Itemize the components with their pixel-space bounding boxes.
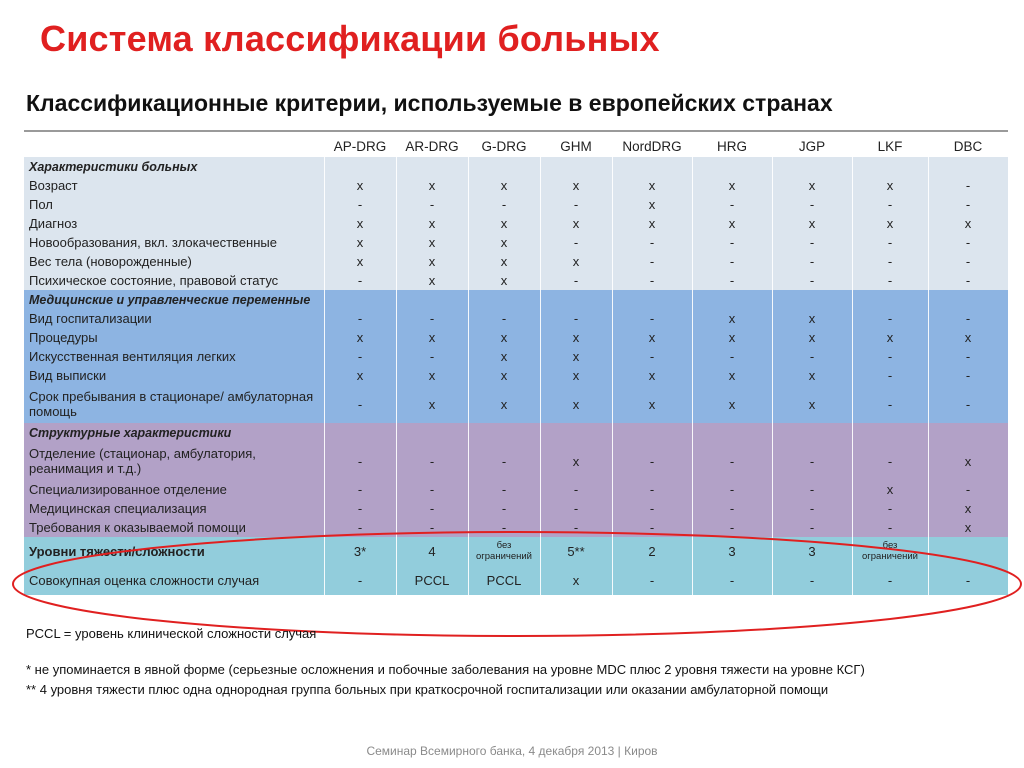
table-cell: - (852, 309, 928, 328)
table-cell: - (692, 499, 772, 518)
table-cell: - (540, 499, 612, 518)
table-cell: x (928, 518, 1008, 537)
table-cell: x (612, 385, 692, 423)
table-cell: без ограничений (468, 537, 540, 565)
table-cell: - (852, 518, 928, 537)
slide-title: Система классификации больных (40, 18, 660, 59)
table-cell: 3 (692, 537, 772, 565)
table-cell: x (772, 214, 852, 233)
table-cell: - (772, 565, 852, 595)
table-cell: - (928, 252, 1008, 271)
table-cell: x (468, 214, 540, 233)
table-cell: - (852, 366, 928, 385)
table-cell: 3* (324, 537, 396, 565)
criterion-label: Процедуры (24, 328, 324, 347)
table-cell: x (324, 328, 396, 347)
table-cell: - (324, 518, 396, 537)
table-cell: - (692, 442, 772, 480)
table-cell: x (772, 385, 852, 423)
table-cell: - (612, 347, 692, 366)
table-cell: - (468, 309, 540, 328)
table-cell: - (324, 347, 396, 366)
table-cell: x (612, 176, 692, 195)
table-cell: x (612, 366, 692, 385)
column-header: GHM (540, 135, 612, 157)
table-cell: x (468, 328, 540, 347)
table-cell: - (772, 499, 852, 518)
column-header: DBC (928, 135, 1008, 157)
table-cell: - (612, 518, 692, 537)
table-cell: - (324, 499, 396, 518)
column-header: NordDRG (612, 135, 692, 157)
table-cell: - (692, 565, 772, 595)
table-cell: - (692, 271, 772, 290)
note-star2: ** 4 уровня тяжести плюс одна однородная группа больных при краткосрочной госпитализации или оказании амбулаторной помощи (26, 682, 829, 697)
table-cell: - (396, 518, 468, 537)
table-cell: - (612, 309, 692, 328)
table-cell: без ограничений (852, 537, 928, 565)
table-cell: - (852, 385, 928, 423)
table-cell: x (772, 366, 852, 385)
table-cell: 5** (540, 537, 612, 565)
criterion-label: Уровни тяжести/сложности (24, 537, 324, 565)
column-header: AP-DRG (324, 135, 396, 157)
column-header: HRG (692, 135, 772, 157)
table-cell: - (852, 499, 928, 518)
table-cell: - (540, 271, 612, 290)
criterion-label: Специализированное отделение (24, 480, 324, 499)
table-cell: x (324, 366, 396, 385)
criterion-label: Отделение (стационар, амбулатория, реанимация и т.д.) (24, 442, 324, 480)
table-cell: - (928, 347, 1008, 366)
table-cell: - (692, 347, 772, 366)
table-cell: - (540, 480, 612, 499)
table-cell: - (772, 518, 852, 537)
column-header: G-DRG (468, 135, 540, 157)
table-cell: 4 (396, 537, 468, 565)
column-header: AR-DRG (396, 135, 468, 157)
table-cell: x (396, 233, 468, 252)
column-header: LKF (852, 135, 928, 157)
footer: Семинар Всемирного банка, 4 декабря 2013 | Киров (366, 744, 658, 758)
table-cell: x (540, 347, 612, 366)
table-cell: x (928, 214, 1008, 233)
table-cell: x (540, 176, 612, 195)
table-cell: - (692, 233, 772, 252)
table-cell: x (468, 347, 540, 366)
table-cell: - (396, 309, 468, 328)
table-cell: - (852, 252, 928, 271)
section-label: Структурные характеристики (24, 423, 324, 442)
table-cell: x (612, 328, 692, 347)
table-cell: - (396, 442, 468, 480)
table-cell: x (324, 214, 396, 233)
table-cell: - (612, 271, 692, 290)
table-cell: - (852, 442, 928, 480)
table-cell: x (396, 252, 468, 271)
table-cell: x (692, 214, 772, 233)
table-cell: - (324, 309, 396, 328)
criterion-label: Возраст (24, 176, 324, 195)
table-cell: - (396, 195, 468, 214)
table-cell: x (928, 442, 1008, 480)
table-cell: - (324, 271, 396, 290)
table-cell: x (468, 271, 540, 290)
table-cell: 2 (612, 537, 692, 565)
table-cell: - (772, 442, 852, 480)
table-cell: x (468, 233, 540, 252)
table-cell: x (772, 176, 852, 195)
criterion-label: Срок пребывания в стационаре/ амбулаторная помощь (24, 385, 324, 423)
table-cell: - (540, 195, 612, 214)
table-cell: - (692, 195, 772, 214)
table-cell: PCCL (396, 565, 468, 595)
table-cell: x (324, 252, 396, 271)
table-cell: - (396, 347, 468, 366)
table-cell: - (324, 195, 396, 214)
table-cell: - (324, 442, 396, 480)
table-cell: - (852, 565, 928, 595)
table-cell: - (692, 518, 772, 537)
table-cell: x (852, 214, 928, 233)
table-cell: x (324, 233, 396, 252)
table-cell: - (692, 480, 772, 499)
table-cell: x (540, 252, 612, 271)
table-cell: x (540, 442, 612, 480)
criterion-label: Психическое состояние, правовой статус (24, 271, 324, 290)
table-cell: x (612, 195, 692, 214)
table-cell: - (612, 233, 692, 252)
note-pccl: PCCL = уровень клинической сложности случая (26, 626, 317, 641)
table-cell: x (540, 385, 612, 423)
table-cell: - (928, 480, 1008, 499)
criterion-label: Совокупная оценка сложности случая (24, 565, 324, 595)
table-cell: x (692, 385, 772, 423)
table-cell: x (540, 214, 612, 233)
table-cell: 3 (772, 537, 852, 565)
table-cell: - (468, 195, 540, 214)
table-cell: x (324, 176, 396, 195)
criterion-label: Искусственная вентиляция легких (24, 347, 324, 366)
table-cell: x (540, 366, 612, 385)
table-cell: - (852, 195, 928, 214)
table-cell: x (692, 328, 772, 347)
criterion-label: Новообразования, вкл. злокачественные (24, 233, 324, 252)
table-cell: - (928, 176, 1008, 195)
criterion-label: Вид выписки (24, 366, 324, 385)
table-cell: x (772, 309, 852, 328)
table-cell: - (324, 480, 396, 499)
table-cell: - (928, 233, 1008, 252)
table-cell: - (540, 233, 612, 252)
table-cell: - (612, 499, 692, 518)
table-cell: x (396, 271, 468, 290)
table-cell: x (852, 328, 928, 347)
table-cell: - (468, 480, 540, 499)
section-label: Медицинские и управленческие переменные (24, 290, 324, 309)
table-cell: - (324, 385, 396, 423)
criterion-label: Вид госпитализации (24, 309, 324, 328)
table-cell: - (928, 271, 1008, 290)
table-cell: - (612, 442, 692, 480)
table-cell: x (928, 328, 1008, 347)
column-header: JGP (772, 135, 852, 157)
table-cell: - (852, 347, 928, 366)
table-cell: x (396, 328, 468, 347)
section-label: Характеристики больных (24, 157, 324, 176)
table-cell: - (468, 442, 540, 480)
criterion-label: Медицинская специализация (24, 499, 324, 518)
table-cell: - (772, 347, 852, 366)
table-cell: - (612, 480, 692, 499)
table-cell: - (928, 366, 1008, 385)
table-cell: - (692, 252, 772, 271)
table-cell: x (772, 328, 852, 347)
table-cell: - (612, 565, 692, 595)
table-cell: x (396, 176, 468, 195)
criterion-label: Требования к оказываемой помощи (24, 518, 324, 537)
table-cell: x (468, 252, 540, 271)
table-cell: x (540, 328, 612, 347)
table-cell: - (928, 565, 1008, 595)
table-cell: - (772, 271, 852, 290)
table-cell: PCCL (468, 565, 540, 595)
table-cell: x (468, 385, 540, 423)
table-cell: x (692, 366, 772, 385)
table-cell: - (396, 499, 468, 518)
table-cell: - (540, 518, 612, 537)
table-cell: - (772, 252, 852, 271)
table-cell: x (852, 176, 928, 195)
table-cell: - (772, 233, 852, 252)
note-star1: * не упоминается в явной форме (серьезные осложнения и побочные заболевания на уровне MDC плюс 2 уровня тяжести на уровне КСГ) (26, 662, 865, 677)
table-cell: - (852, 233, 928, 252)
slide-subtitle: Классификационные критерии, используемые в европейских странах (26, 90, 833, 116)
table-cell: - (396, 480, 468, 499)
table-cell: - (324, 565, 396, 595)
table-cell: x (540, 565, 612, 595)
table-cell: x (396, 385, 468, 423)
table-cell: - (468, 499, 540, 518)
criterion-label: Диагноз (24, 214, 324, 233)
table-cell: x (468, 176, 540, 195)
table-cell: - (468, 518, 540, 537)
table-cell: x (692, 176, 772, 195)
criterion-label: Пол (24, 195, 324, 214)
table-cell: x (928, 499, 1008, 518)
table-cell: - (540, 309, 612, 328)
table-cell: x (852, 480, 928, 499)
table-cell: - (928, 385, 1008, 423)
table-cell: - (612, 252, 692, 271)
table-cell: - (772, 480, 852, 499)
table-cell: x (468, 366, 540, 385)
table-cell: - (928, 195, 1008, 214)
table-cell: x (396, 366, 468, 385)
table-cell: - (852, 271, 928, 290)
table-cell: x (692, 309, 772, 328)
table-cell: x (396, 214, 468, 233)
table-cell: x (612, 214, 692, 233)
table-cell: - (928, 309, 1008, 328)
table-cell: - (772, 195, 852, 214)
criterion-label: Вес тела (новорожденные) (24, 252, 324, 271)
